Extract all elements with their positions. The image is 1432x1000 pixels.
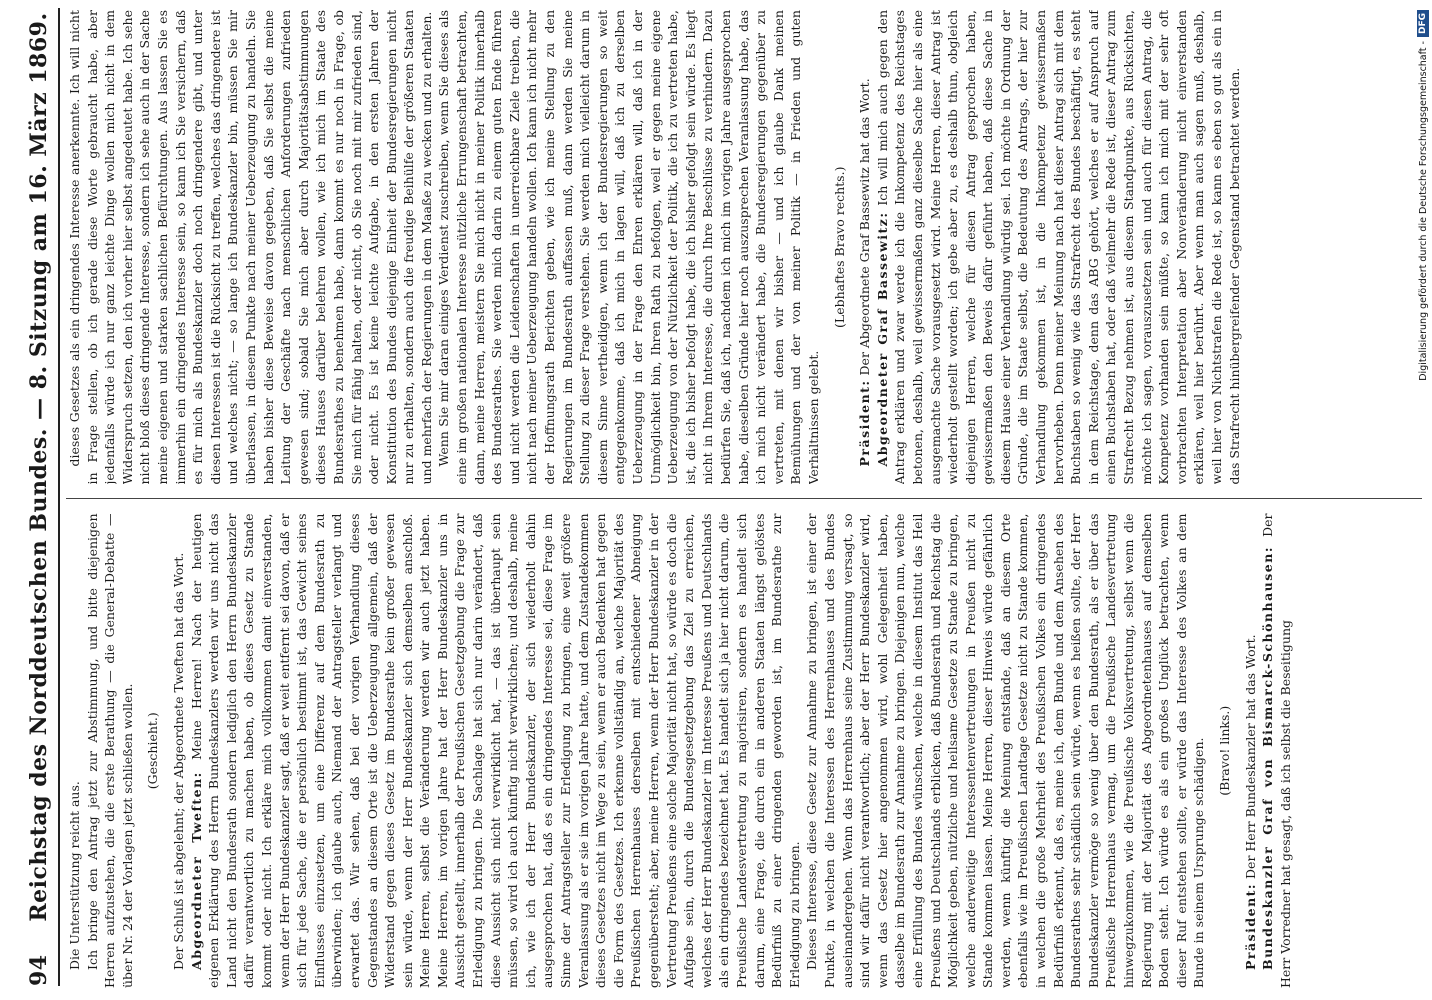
speech-paragraph [1242, 514, 1260, 989]
stage-direction: (Bravo! links.) [1217, 705, 1232, 796]
speech-paragraph [1259, 514, 1294, 989]
speaker-name: Bundeskanzler Graf von Bismarck-Schönhausen: [1260, 546, 1276, 970]
speech-text: Meine Herren! Nach der heutigen eigenen Erklärung des Herrn Bundeskanzlers werden wir uns nicht das Land nicht den Bundesrath sondern lediglich den Herrn Bundeskanzler dafür verantwortlich zu machen haben, ob dieses Gesetz zu Stande kommt oder nicht. Ich erkläre mich vollkommen damit einverstanden, wenn der Herr Bundeskanzler sagt, daß er weit entfernt sei davon, daß er sich für jede Sache, die er persönlich bestimmt ist, das Gewicht seines Einflusses einzusetzen, um eine Differenz auf dem Bundesrath zu überwinden; ich glaube auch, Niemand der Antragsteller verlangt und erwartet das. Wir sehen, daß bei der vorigen Verhandlung dieses Gegenstandes an diesem Orte ist die Ueberzeugung allgemein, daß der Widerstand gegen dieses Gesetz im Bundesrathe kein großer gewesen sein würde, wenn der Herr Bundeskanzler sich demselben anschloß. Meine Herren, selbst die Veränderung werden wir auch jetzt haben. Meine Herren, im vorigen Jahre hat der Herr Bundeskanzler uns in Aussicht gestellt, innerhalb der Preußischen Gesetzgebung die Frage zur Erledigung zu bringen. Die Sachlage hat sich nur darin verändert, daß diese Aussicht sich nicht verwirklicht hat, — das ist überhaupt sein müssen, so wird ich auch künftig nicht verwirklichen; und deshalb, meine ich, wie ich der Herr Bundeskanzler, der sich wiederholt dahin ausgesprochen hat, daß es ein dringendes Interesse sei, diese Frage im Sinne der Antragsteller zur Erledigung zu bringen, eine weit größere Veranlassung als er sie im vorigen Jahre hatte, und dem Zustandekommen dieses Gesetzes nicht im Wege zu sein, wenn er auch Bedenken hat gegen die Form des Gesetzes. Ich erkenne vollständig an, welche Majorität des Preußischen Herrenhauses derselben mit entschiedener Abneigung gegenübersteht; aber, meine Herren, wenn der Herr Bundeskanzler in der Vertretung Preußens eine solche Majorität nicht hat, so würde es doch die Aufgabe sein, durch die Bundesgesetzgebung das Ziel zu erreichen, welches der Herr Bundeskanzler im Interesse Preußens und Deutschlands als ein dringendes bezeichnet hat. Es handelt sich ja hier nicht darum, die Preußische Landesvertretung zu majorisiren, sondern es handelt sich darum, eine Frage, die durch ein in anderen Staaten längst gelöstes Bedürfniß zu einer dringenden geworden ist, im Bundesrathe zur Erledigung zu bringen. [188, 513, 802, 988]
left-column [66, 514, 1422, 989]
stage-direction: (Geschieht.) [145, 712, 161, 790]
page-title: Reichstag des Norddeutschen Bundes. — 8. Sitzung am 16. März 1869. [26, 12, 52, 922]
speech-text: Ich will mich auch gegen den Antrag erklären und zwar werde ich die Inkompetenz des Reichstages betonen, deshalb, weil gewissermaßen ganz dieselbe Sache hier als eine ausgemachte Sache vorausgesetzt wird. Meine Herren, dieser Antrag ist wiederholt gestellt worden; ich gebe aber zu, es deshalb thun, obgleich diejenigen Herren, welche für diesen Antrag gesprochen haben, gewissermaßen den Beweis dafür geführt haben, daß diese Sache in diesem Hause einer Verhandlung würdig sei. Ich möchte in Ordnung der Gründe, die im Staate selbst, die Bedeutung des Antrags, der hier zur Verhandlung gekommen ist, in die Inkompetenz gewissermaßen hervorheben. Denn meiner Meinung nach hat dieser Antrag sich mit dem Buchstaben so wenig wie das Strafrecht des Bundes beschäftigt, es steht in dem Reichstage, denn das ABG gehört, welches er auf Anspruch auf einen Buchstaben hat, oder daß vielmehr die Rede ist, dieser Antrag zum Strafrecht Bezug nehmen ist, aus diesem Standpunkte, aus Rücksichten, möchte ich sagen, vorauszusetzen sein und auch für diesen Antrag, die Kompetenz vorhanden sein müßte, so kann ich mich mit der sehr oft vorbrachten Interpretation aber Nonveränderung nicht einverstanden erklären, weil hier berührt. Aber wenn man auch sagen muß, deshalb, weil hier von Nichtstrafen die Rede ist, so kann es eben so gut als ein in das Strafrecht hinübergreifender Gegenstand betrachtet werden. [874, 10, 1242, 485]
right-column [66, 10, 1422, 485]
speaker-name: Präsident: [857, 379, 873, 467]
stage-direction: (Lebhaftes Bravo rechts.) [831, 166, 847, 328]
body-paragraph: Die Unterstützung reicht aus. [67, 781, 82, 970]
speech-text: Der Herr Vorredner hat gesagt, daß ich selbst die Beseitigung [1260, 513, 1293, 988]
speaker-name: Präsident: [1242, 882, 1258, 970]
speech-paragraph [188, 514, 804, 989]
body-paragraph: Ich bringe den Antrag jetzt zur Abstimmung, und bitte diejenigen Herren aufzustehen, die die erste Berathung — die General-Debatte — über Nr. 24 der Vorlagen jetzt schließen wollen. [84, 513, 135, 988]
speaker-name: Abgeordneter Graf Bassewitz: [874, 211, 890, 467]
page-number: 94 [26, 954, 52, 986]
body-paragraph: Der Schluß ist abgelehnt; der Abgeordnete Tweften hat das Wort. [170, 552, 186, 970]
body-paragraph: Wenn Sie mir daran einiges Verdienst zuschreiben, wenn Sie dieses als eine im großen nationalen Interesse nützliche Errungenschaft betrachten, dann, meine Herren, meistern Sie mich nicht in meiner Politik innerhalb des Bundesrathes. Sie werden mich darin zu einem guten Ende führen und nicht werden die Leidenschaften in unerreichbare Ziele treiben, die nicht nach meiner Ueberzeugung handeln wollen. Ich kann ich nicht mehr der Hoffnungsrath Berichten geben, wie ich meine Stellung zu den Regierungen im Bundesrath auffassen muß, dann werden Sie meine Stellung zu dieser Frage verstehen. Sie werden mich vielleicht darum in diesem Sinne vertheidigen, wenn ich der Bundesregierungen so weit entgegenkomme, daß ich mich in lagen will, daß ich zu derselben Ueberzeugung in der Frage den Ehren erklären will, daß ich in der Unmöglichkeit bin, Ihren Rath zu befolgen, weil er gegen meine eigene Ueberzeugung von der Nützlichkeit der Politik, die ich zu vertreten habe, ist, die ich bisher befolgt habe, die ich bisher gefolgt sein würde. Es liegt nicht in Ihrem Interesse, die durch Ihre Beschlüsse zu verhindern. Dazu bedürfen Sie, daß ich, nachdem ich mich im vorigen Jahre ausgesprochen habe, dieselben Gründe hier noch auszusprechen Veranlassung habe, das ich mich nicht verändert habe, die Bundesregierungen gegenüber zu vertreten, mit denen wir bisher — und ich glaube Dank meinen Bemühungen und der von meiner Politik — in Frieden und guten Verhältnissen gelebt. [436, 10, 821, 485]
digitization-credit [1416, 10, 1430, 700]
speech-paragraph [856, 10, 874, 485]
speech-paragraph [874, 10, 1243, 485]
column-divider [66, 499, 1422, 500]
body-paragraph: Dieses Interesse, diese Gesetz zur Annahme zu bringen, ist einer der Punkte, in welchen die Interessen des Herrenhauses und des Bundes auseinandergehen. Wenn das Herrenhaus seine Zustimmung versagt, so sind wir dafür nicht verantwortlich; aber der Herr Bundeskanzler wird, wenn das Gesetz hier angenommen wird, wohl Gelegenheit haben, dasselbe im Bundesrath zur Annahme zu bringen. Diejenigen nun, welche eine Erfüllung des Bundes wünschen, welche in diesem Institut das Heil Preußens und Deutschlands erblicken, daß Bundesrath und Reichstag die Möglichkeit geben, nützliche und heilsame Gesetze zu Stande zu bringen, welche anderweitige Interessentenvertretungen in Preußen nicht zu Stande kommen lassen. Meine Herren, dieser Hinweis würde gefährlich werden, wenn künftig die Meinung entstände, daß an diesem Orte ebenfalls wie im Preußischen Landtage Gesetze nicht zu Stande kommen, in welchen die große Mehrheit des Preußischen Volkes ein dringendes Bedürfniß erkennt, daß es, meine ich, dem Bunde und dem Ansehen des Bundesrathes sehr schädlich sein würde, wenn es heißen sollte, der Herr Bundeskanzler vermöge so wenig über den Bundesrath, als er über das Preußische Herrenhaus vermag, um die Preußische Landesvertretung hinwegzukommen, wie die Preußische Volksvertretung, selbst wenn die Regierung mit der Majorität des Abgeordnetenhauses auf demselben Boden steht. Ich würde es als ein großes Unglück betrachten, wenn dieser Ruf entstehen sollte, er würde das Interesse des Volkes an dem Bunde in seinem Ursprunge schädigen. [804, 513, 1207, 988]
speaker-name: Abgeordneter Tweften: [188, 771, 204, 970]
text-columns [66, 10, 1422, 988]
speech-text: Der Herr Bundeskanzler hat das Wort. [1242, 634, 1258, 879]
speech-text: Der Abgeordnete Graf Bassewitz hat das Wort. [857, 78, 873, 376]
dfg-logo: DFG [1417, 10, 1429, 37]
page-header [18, 8, 60, 986]
credit-text: Digitalisierung gefördert durch die Deutsche Forschungsgemeinschaft - [1417, 41, 1429, 381]
body-paragraph: dieses Gesetzes als ein dringendes Interesse anerkennte. Ich will nicht in Frage stellen, ob ich gerade diese Worte gebraucht habe, aber jedenfalls würde ich nur ganz leichte Dinge wollen mich nicht in dem Widerspruch setzen, den ich vorher hier selbst angedeutet habe. Ich sehe nicht bloß dieses dringende Interesse, sondern ich sehe auch in der Sache meine eigenen und starken sachlichen Befürchtungen. Aus lassen Sie es immerhin ein dringendes Interesse sein, so kann ich Sie versichern, daß es für mich als Bundeskanzler doch noch dringendere gibt, und unter diesen Interessen ist die Rücksicht zu treffen, welches das dringendere ist und welches nicht; — so lange ich Bundeskanzler bin, müssen Sie mir überlassen, in diesem Punkte nach meiner Ueberzeugung zu handeln. Sie haben bisher diese Beweise davon gegeben, daß Sie selbst die meine Leitung der Geschäfte nach menschlichen Anforderungen zufrieden gewesen sind; sobald Sie mich aber durch Majoritätsabstimmungen dieses Hauses darüber belehren wollen, wie ich mich im Staate des Bundesrathes zu benehmen habe, dann kommt es nur noch in Frage, ob Sie mich für fähig halten, oder nicht, ob Sie noch mit mir zufrieden sind, oder nicht. Es ist keine leichte Aufgabe, in den ersten Jahren der Konstitution des Bundes diejenige Einheit der Bundesregierungen nicht nur zu erhalten, sondern auch die freudige Beihülfe der größeren Staaten und mehrfach der Regierungen in dem Maaße zu wecken und zu erhalten. [67, 10, 434, 485]
